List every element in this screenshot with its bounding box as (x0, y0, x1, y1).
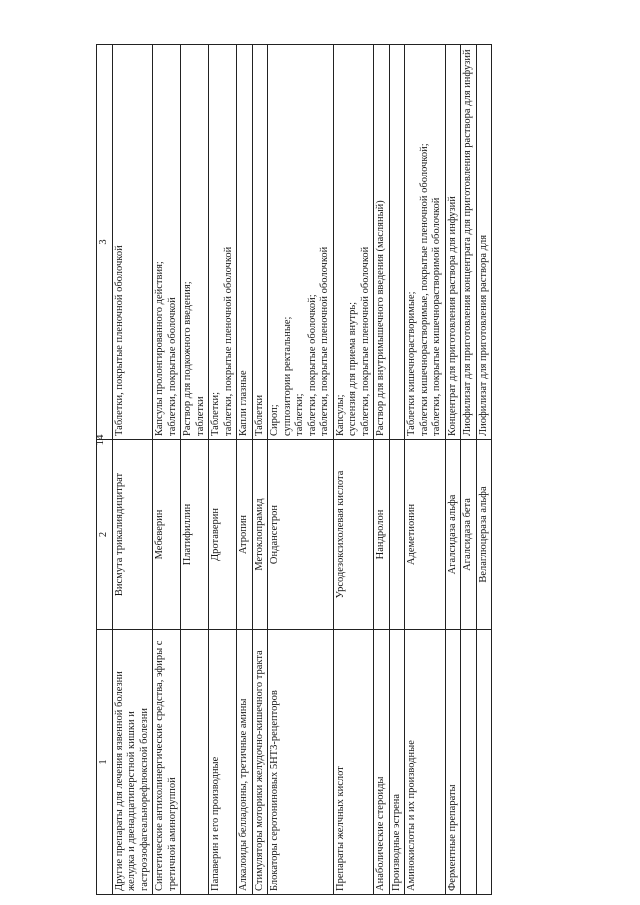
dosage-form: Лиофилизат для приготовления концентрата для приготовления раствора для инфузий (462, 49, 473, 436)
dosage-forms-cell (389, 45, 405, 440)
drug-group-cell (181, 630, 209, 895)
table-row (268, 45, 334, 895)
dosage-form: таблетки; (294, 393, 305, 436)
dosage-form: таблетки, покрытые пленочной оболочкой (359, 246, 371, 436)
dosage-form: Концентрат для приготовления раствора для инфузий (446, 196, 458, 436)
dosage-form: Лиофилизат для приготовления раствора для (477, 234, 489, 436)
table-row (476, 45, 492, 895)
drug-group-cell: Ферментные препараты (445, 630, 461, 895)
dosage-form: Раствор для подкожного введения; (182, 281, 193, 436)
dosage-form: таблетки, покрытые оболочкой (166, 297, 178, 436)
drug-group-cell: Анаболические стероиды (374, 630, 390, 895)
drug-group-cell: Синтетические антихолинергические средства, эфиры с третичной аминогруппой (153, 630, 181, 895)
table-row (389, 45, 405, 895)
drug-group-cell: Другие препараты для лечения язвенной болезни желудка и двенадцатиперстной кишки и гастроэзофагеальнорефлюксной болезни (112, 630, 153, 895)
drug-name-cell: Мебеверин (153, 440, 181, 630)
header-col-1: 1 (97, 630, 113, 895)
dosage-form: таблетки, покрытые пленочной оболочкой (319, 246, 330, 436)
table-row (153, 45, 181, 895)
header-col-2: 2 (97, 440, 113, 630)
table-row (461, 45, 477, 895)
dosage-form: таблетки, покрытые кишечнорастворимой оболочкой (431, 197, 442, 436)
dosage-forms-cell (237, 45, 253, 440)
drug-group-cell: Аминокислоты и их производные (405, 630, 446, 895)
table-body (112, 45, 492, 895)
dosage-forms-cell (374, 45, 390, 440)
header-col-3: 3 (97, 45, 113, 440)
table-row (237, 45, 253, 895)
dosage-forms-cell (268, 45, 334, 440)
dosage-forms-cell (405, 45, 446, 440)
dosage-form: таблетки (194, 396, 206, 436)
dosage-form: Капли глазные (238, 370, 249, 436)
drug-group-cell: Производные эстрена (389, 630, 405, 895)
drug-group-cell: Стимуляторы моторики желудочно-кишечного тракта (252, 630, 268, 895)
drug-name-cell: Атропин (237, 440, 253, 630)
drug-group-cell (461, 630, 477, 895)
drug-group-cell (476, 630, 492, 895)
table-row (374, 45, 390, 895)
dosage-forms-cell (333, 45, 374, 440)
table-row (405, 45, 446, 895)
dosage-form: таблетки кишечнорастворимые, покрытые пленочной оболочкой; (418, 143, 430, 436)
drug-group-cell: Папаверин и его производные (209, 630, 237, 895)
table-row (112, 45, 153, 895)
table-row (333, 45, 374, 895)
drug-name-cell: Велаглюцераза альфа (476, 440, 492, 630)
drug-group-cell: Блокаторы серотониновых 5НТ3-рецепторов (268, 630, 334, 895)
drug-name-cell: Агалсидаза альфа (445, 440, 461, 630)
table-row (252, 45, 268, 895)
dosage-forms-cell (461, 45, 477, 440)
dosage-form: суспензия для приема внутрь; (347, 301, 358, 436)
drug-name-cell: Платифиллин (181, 440, 209, 630)
drug-name-cell: Ондансетрон (268, 440, 334, 630)
table-row (209, 45, 237, 895)
dosage-form: Сироп; (269, 404, 280, 436)
drug-group-cell: Алкалоиды белладонны, третичные амины (237, 630, 253, 895)
drug-name-cell: Дротаверин (209, 440, 237, 630)
table-header-row (97, 45, 113, 895)
dosage-forms-cell (153, 45, 181, 440)
dosage-form: Таблетки; (210, 391, 221, 436)
dosage-form: Раствор для внутримышечного введения (масляный) (375, 200, 386, 436)
table-row (181, 45, 209, 895)
drug-name-cell: Адеметионин (405, 440, 446, 630)
dosage-form: Таблетки кишечнорастворимые; (406, 291, 417, 436)
dosage-forms-cell (209, 45, 237, 440)
drug-group-cell: Препараты желчных кислот (333, 630, 374, 895)
dosage-forms-cell (445, 45, 461, 440)
drug-table (96, 44, 492, 895)
dosage-forms-cell (181, 45, 209, 440)
drug-name-cell: Висмута трикалиядицитрат (112, 440, 153, 630)
drug-name-cell: Агалсидаза бета (461, 440, 477, 630)
dosage-form: таблетки, покрытые оболочкой; (306, 294, 318, 436)
drug-name-cell: Урсодезоксихолевая кислота (333, 440, 374, 630)
drug-name-cell: Метоклопрамид (252, 440, 268, 630)
dosage-forms-cell (476, 45, 492, 440)
table-row (445, 45, 461, 895)
dosage-form: Капсулы; (334, 394, 346, 436)
dosage-form: суппозитории ректальные; (281, 316, 293, 436)
dosage-form: Таблетки, покрытые пленочной оболочкой (113, 245, 125, 436)
rotated-page-content (96, 45, 566, 895)
dosage-form: таблетки, покрытые пленочной оболочкой (222, 246, 234, 436)
dosage-forms-cell (252, 45, 268, 440)
dosage-form: Капсулы пролонгированного действия; (154, 261, 165, 436)
dosage-forms-cell (112, 45, 153, 440)
drug-name-cell: Нандролон (374, 440, 390, 630)
drug-name-cell (389, 440, 405, 630)
page-number: 14 (94, 434, 106, 446)
dosage-form: Таблетки (253, 394, 265, 436)
